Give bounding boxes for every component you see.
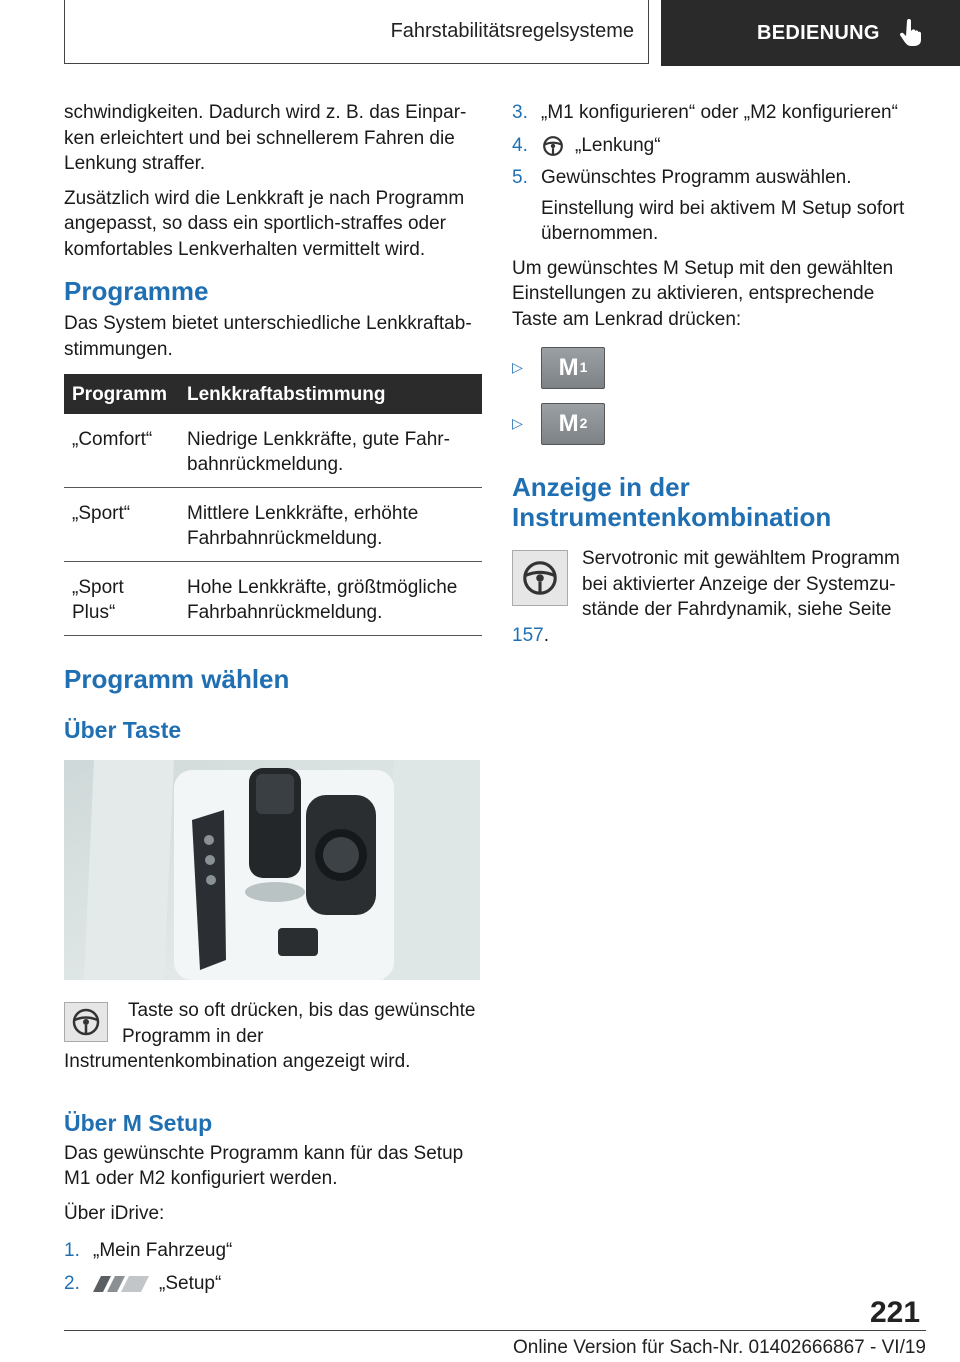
m2-button [541,403,605,445]
table-cell: Hohe Lenkkräfte, größtmögliche Fahrbahnrückmeldung. [179,562,482,636]
step-number: 1. [64,1240,80,1261]
step-list-left [64,1238,482,1296]
idrive-paragraph: Über iDrive: [64,1202,165,1224]
m2-button-row [512,402,912,446]
heading-anzeige: Anzeige in der Instrumentenkombination [512,472,832,532]
table-cell: „Sport“ [64,488,179,562]
msetup-paragraph: Das gewünschte Programm kann für das Setup M1 oder M2 konfiguriert werden. [64,1142,464,1189]
taste-description [64,998,482,1075]
programme-paragraph: Das System bietet unterschiedliche Lenkkraftab-stimmungen. [64,313,472,360]
anzeige-text: Servotronic mit gewähltem Programm bei aktivierter Anzeige der Systemzu-stände der Fahrdynamik, siehe [582,548,900,620]
step-number: 4. [512,134,528,156]
page-number: 221 [870,1296,921,1329]
m1-button [541,347,605,389]
m-setup-activate-paragraph: Um gewünschtes M Setup mit den gewählten Einstellungen zu aktivieren, entsprechende Taste am Lenkrad drücken: [512,257,894,330]
step-number: 3. [512,102,528,123]
heading-programme: Programme [64,276,209,306]
m1-button-label: M [558,354,579,382]
table-header-programm: Programm [64,374,179,414]
footer-divider [64,1330,926,1331]
step-text: „Mein Fahrzeug“ [93,1240,233,1261]
table-header-row [64,374,482,414]
heading-ueber-m-setup: Über M Setup [64,1109,213,1136]
table-cell: Niedrige Lenkkräfte, gute Fahr-bahnrückmeldung. [179,414,482,488]
table-row [64,414,482,488]
m-stripes-icon [93,1274,149,1294]
list-item [512,133,912,159]
list-item [512,100,912,126]
list-item [64,1238,482,1264]
step-text: Gewünschtes Programm auswählen. [541,167,852,188]
step-text: „Lenkung“ [575,134,661,156]
steering-wheel-icon [521,559,559,597]
m2-button-label: M [558,410,579,438]
m1-button-row [512,346,912,390]
page-link-157[interactable]: 157 [512,624,544,646]
table-cell: Mittlere Lenkkräfte, erhöhte Fahrbahnrückmeldung. [179,488,482,562]
table-cell: „Comfort“ [64,414,179,488]
step5-note: Einstellung wird bei aktivem M Setup sofort übernommen. [541,197,905,244]
seite-label: Seite [848,599,892,620]
header-section-tab [64,0,649,64]
triangle-bullet-icon: ▷ [512,359,523,376]
seite-end: . [543,624,549,646]
steering-wheel-small-icon [541,135,565,157]
right-column [512,100,912,657]
pointing-hand-icon [898,19,924,47]
table-row [64,562,482,636]
heading-ueber-taste: Über Taste [64,717,182,743]
table-cell: „Sport Plus“ [64,562,179,636]
intro-paragraph-1: schwindigkeiten. Dadurch wird z. B. das Einpar-ken erleichtert und bei schnellerem Fahren die Lenkung straffer. [64,102,467,174]
intro-paragraph-2: Zusätzlich wird die Lenkkraft je nach Programm angepasst, so dass ein sportlich-straffes oder komfortables Lenkverhalten vermittelt wird. [64,187,465,260]
step-number: 2. [64,1272,80,1294]
triangle-bullet-icon: ▷ [512,415,523,432]
steering-wheel-icon-box [64,1002,108,1042]
steering-wheel-icon-box [512,550,568,606]
table-row [64,488,482,562]
left-column [64,100,482,1303]
step-number: 5. [512,167,528,188]
footer-version-text: Online Version für Sach-Nr. 01402666867 - VI/19 [513,1337,926,1358]
programme-table [64,374,482,636]
step-list-right [512,100,912,191]
m1-button-index: 1 [579,359,588,376]
m2-button-index: 2 [579,415,588,432]
header-chapter-title: BEDIENUNG [757,21,880,44]
center-console-photo [64,760,480,980]
taste-paragraph: Taste so oft drücken, bis das gewünschte Programm in der Instrumentenkombination angezeigt wird. [64,1000,476,1072]
anzeige-description [512,546,912,648]
step-text: „Setup“ [159,1272,222,1294]
step-text: „M1 konfigurieren“ oder „M2 konfigurieren“ [541,102,898,123]
anzeige-paragraph [512,546,912,648]
header-chapter-tab [661,0,960,66]
heading-programm-waehlen: Programm wählen [64,664,290,694]
steering-wheel-icon [71,1007,101,1037]
list-item [512,165,912,191]
list-item [64,1271,482,1297]
table-header-lenkkraft: Lenkkraftabstimmung [179,374,482,414]
header-section-title: Fahrstabilitätsregelsysteme [390,20,634,42]
